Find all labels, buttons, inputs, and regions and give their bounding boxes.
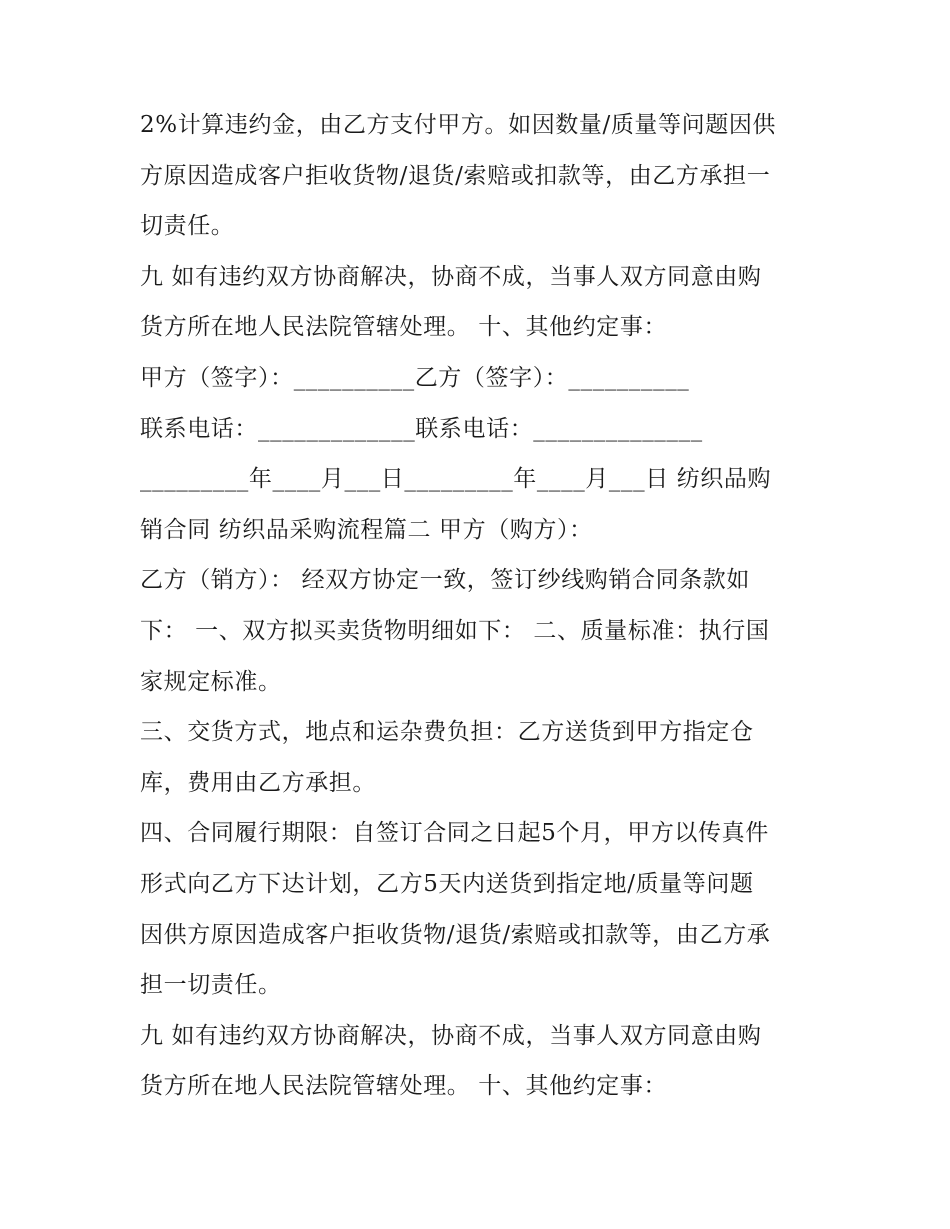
text-line: 九 如有违约双方协商解决，协商不成，当事人双方同意由购 [140, 1022, 762, 1049]
text-line: 担一切责任。 [140, 972, 282, 999]
text-line: 货方所在地人民法院管辖处理。 十、其他约定事： [140, 314, 668, 341]
text-line: 乙方（销方）： 经双方协定一致，签订纱线购销合同条款如 [140, 567, 751, 594]
text-line: 库，费用由乙方承担。 [140, 769, 376, 796]
date-line: _________年____月___日_________年____月___日 纺织品购 [140, 466, 772, 493]
text-line: 九 如有违约双方协商解决，协商不成，当事人双方同意由购 [140, 263, 762, 290]
text-line: 2%计算违约金，由乙方支付甲方。如因数量/质量等问题因供 [140, 112, 777, 138]
text-line: 四、合同履行期限：自签订合同之日起5个月，甲方以传真件 [140, 820, 769, 847]
text-line: 货方所在地人民法院管辖处理。 十、其他约定事： [140, 1073, 668, 1100]
text-line: 形式向乙方下达计划，乙方5天内送货到指定地/质量等问题 [140, 870, 754, 897]
text-line: 切责任。 [140, 213, 235, 240]
text-line: 方原因造成客户拒收货物/退货/索赔或扣款等，由乙方承担一 [140, 162, 771, 189]
text-line: 家规定标准。 [140, 668, 282, 695]
text-line: 因供方原因造成客户拒收货物/退货/索赔或扣款等，由乙方承 [140, 921, 771, 948]
text-line: 下： 一、双方拟买卖货物明细如下： 二、质量标准：执行国 [140, 617, 770, 644]
document-body [140, 100, 820, 1112]
text-line: 三、交货方式，地点和运杂费负担：乙方送货到甲方指定仓 [140, 719, 754, 746]
signature-line: 甲方（签字）：__________乙方（签字）：__________ [140, 364, 690, 391]
phone-line: 联系电话：_____________联系电话：______________ [140, 415, 703, 442]
text-line: 销合同 纺织品采购流程篇二 甲方（购方）： [140, 516, 593, 543]
